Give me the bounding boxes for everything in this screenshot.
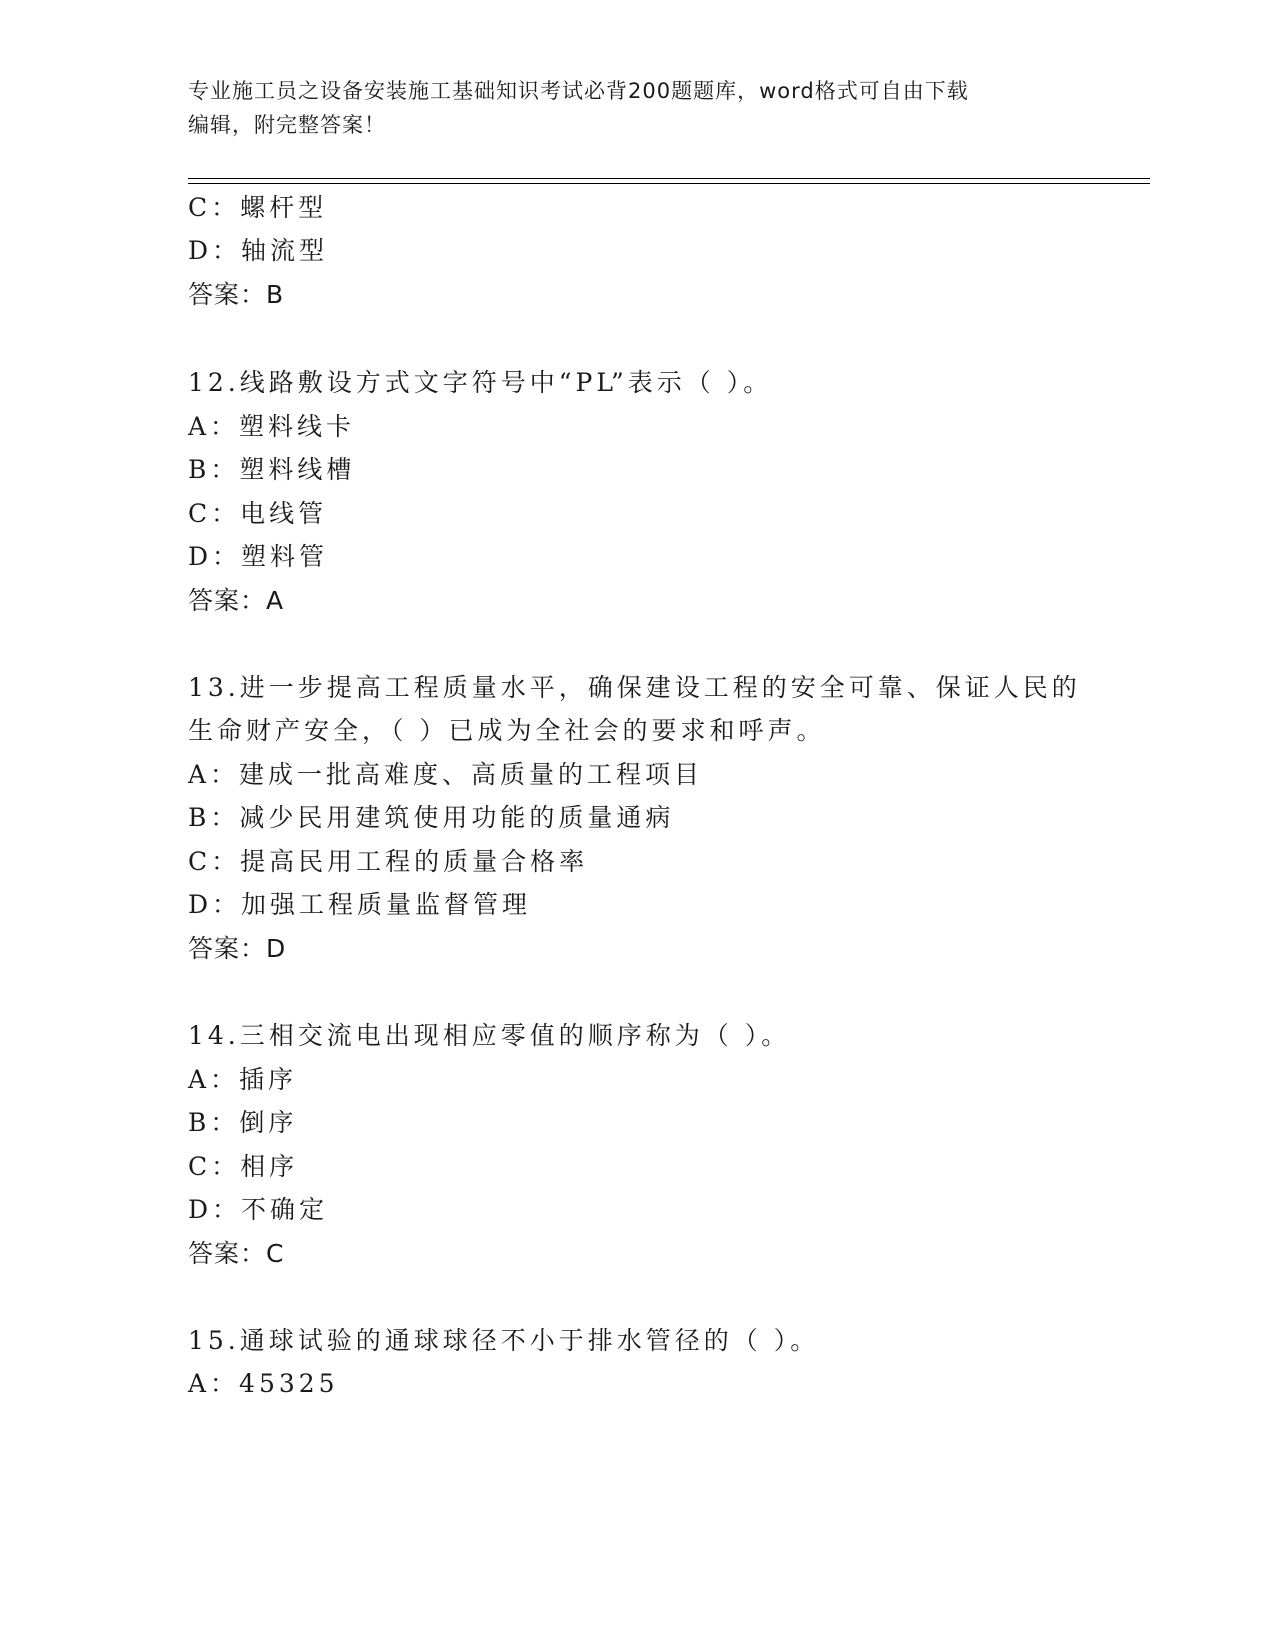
q13-option-b: B：减少民用建筑使用功能的质量通病 <box>188 803 675 832</box>
q13-option-c: C：提高民用工程的质量合格率 <box>188 847 589 876</box>
header-divider-top <box>188 178 1150 179</box>
prev-option-d: D：轴流型 <box>188 236 329 265</box>
header-divider-bottom <box>188 183 1150 184</box>
q14-stem: 14.三相交流电出现相应零值的顺序称为（ ）。 <box>188 1021 791 1050</box>
q12-option-c: C：电线管 <box>188 499 328 528</box>
q13-stem-line-1: 13.进一步提高工程质量水平，确保建设工程的安全可靠、保证人民的 <box>188 673 1081 702</box>
q15-stem: 15.通球试验的通球球径不小于排水管径的（ ）。 <box>188 1326 820 1355</box>
q13-option-a: A：建成一批高难度、高质量的工程项目 <box>188 760 704 789</box>
q12-option-a: A：塑料线卡 <box>188 412 356 441</box>
q14-answer: 答案：C <box>188 1239 285 1268</box>
q14-option-d: D：不确定 <box>188 1195 329 1224</box>
q12-option-b: B：塑料线槽 <box>188 455 356 484</box>
prev-option-c: C：螺杆型 <box>188 193 328 222</box>
q15-option-a: A：45325 <box>188 1369 339 1398</box>
q14-option-a: A：插序 <box>188 1065 298 1094</box>
prev-answer: 答案：B <box>188 280 285 309</box>
header-line-1: 专业施工员之设备安装施工基础知识考试必背200题题库，word格式可自由下载 <box>188 79 969 103</box>
header-line-2: 编辑，附完整答案！ <box>188 113 386 137</box>
q13-answer: 答案：D <box>188 934 287 963</box>
q12-option-d: D：塑料管 <box>188 542 329 571</box>
document-header <box>188 74 1088 142</box>
q14-option-c: C：相序 <box>188 1152 299 1181</box>
q12-answer: 答案：A <box>188 586 285 615</box>
q13-option-d: D：加强工程质量监督管理 <box>188 890 532 919</box>
q14-option-b: B：倒序 <box>188 1108 298 1137</box>
q12-stem: 12.线路敷设方式文字符号中“PL”表示（ ）。 <box>188 368 773 397</box>
q13-stem-line-2: 生命财产安全，（ ）已成为全社会的要求和呼声。 <box>188 716 826 745</box>
